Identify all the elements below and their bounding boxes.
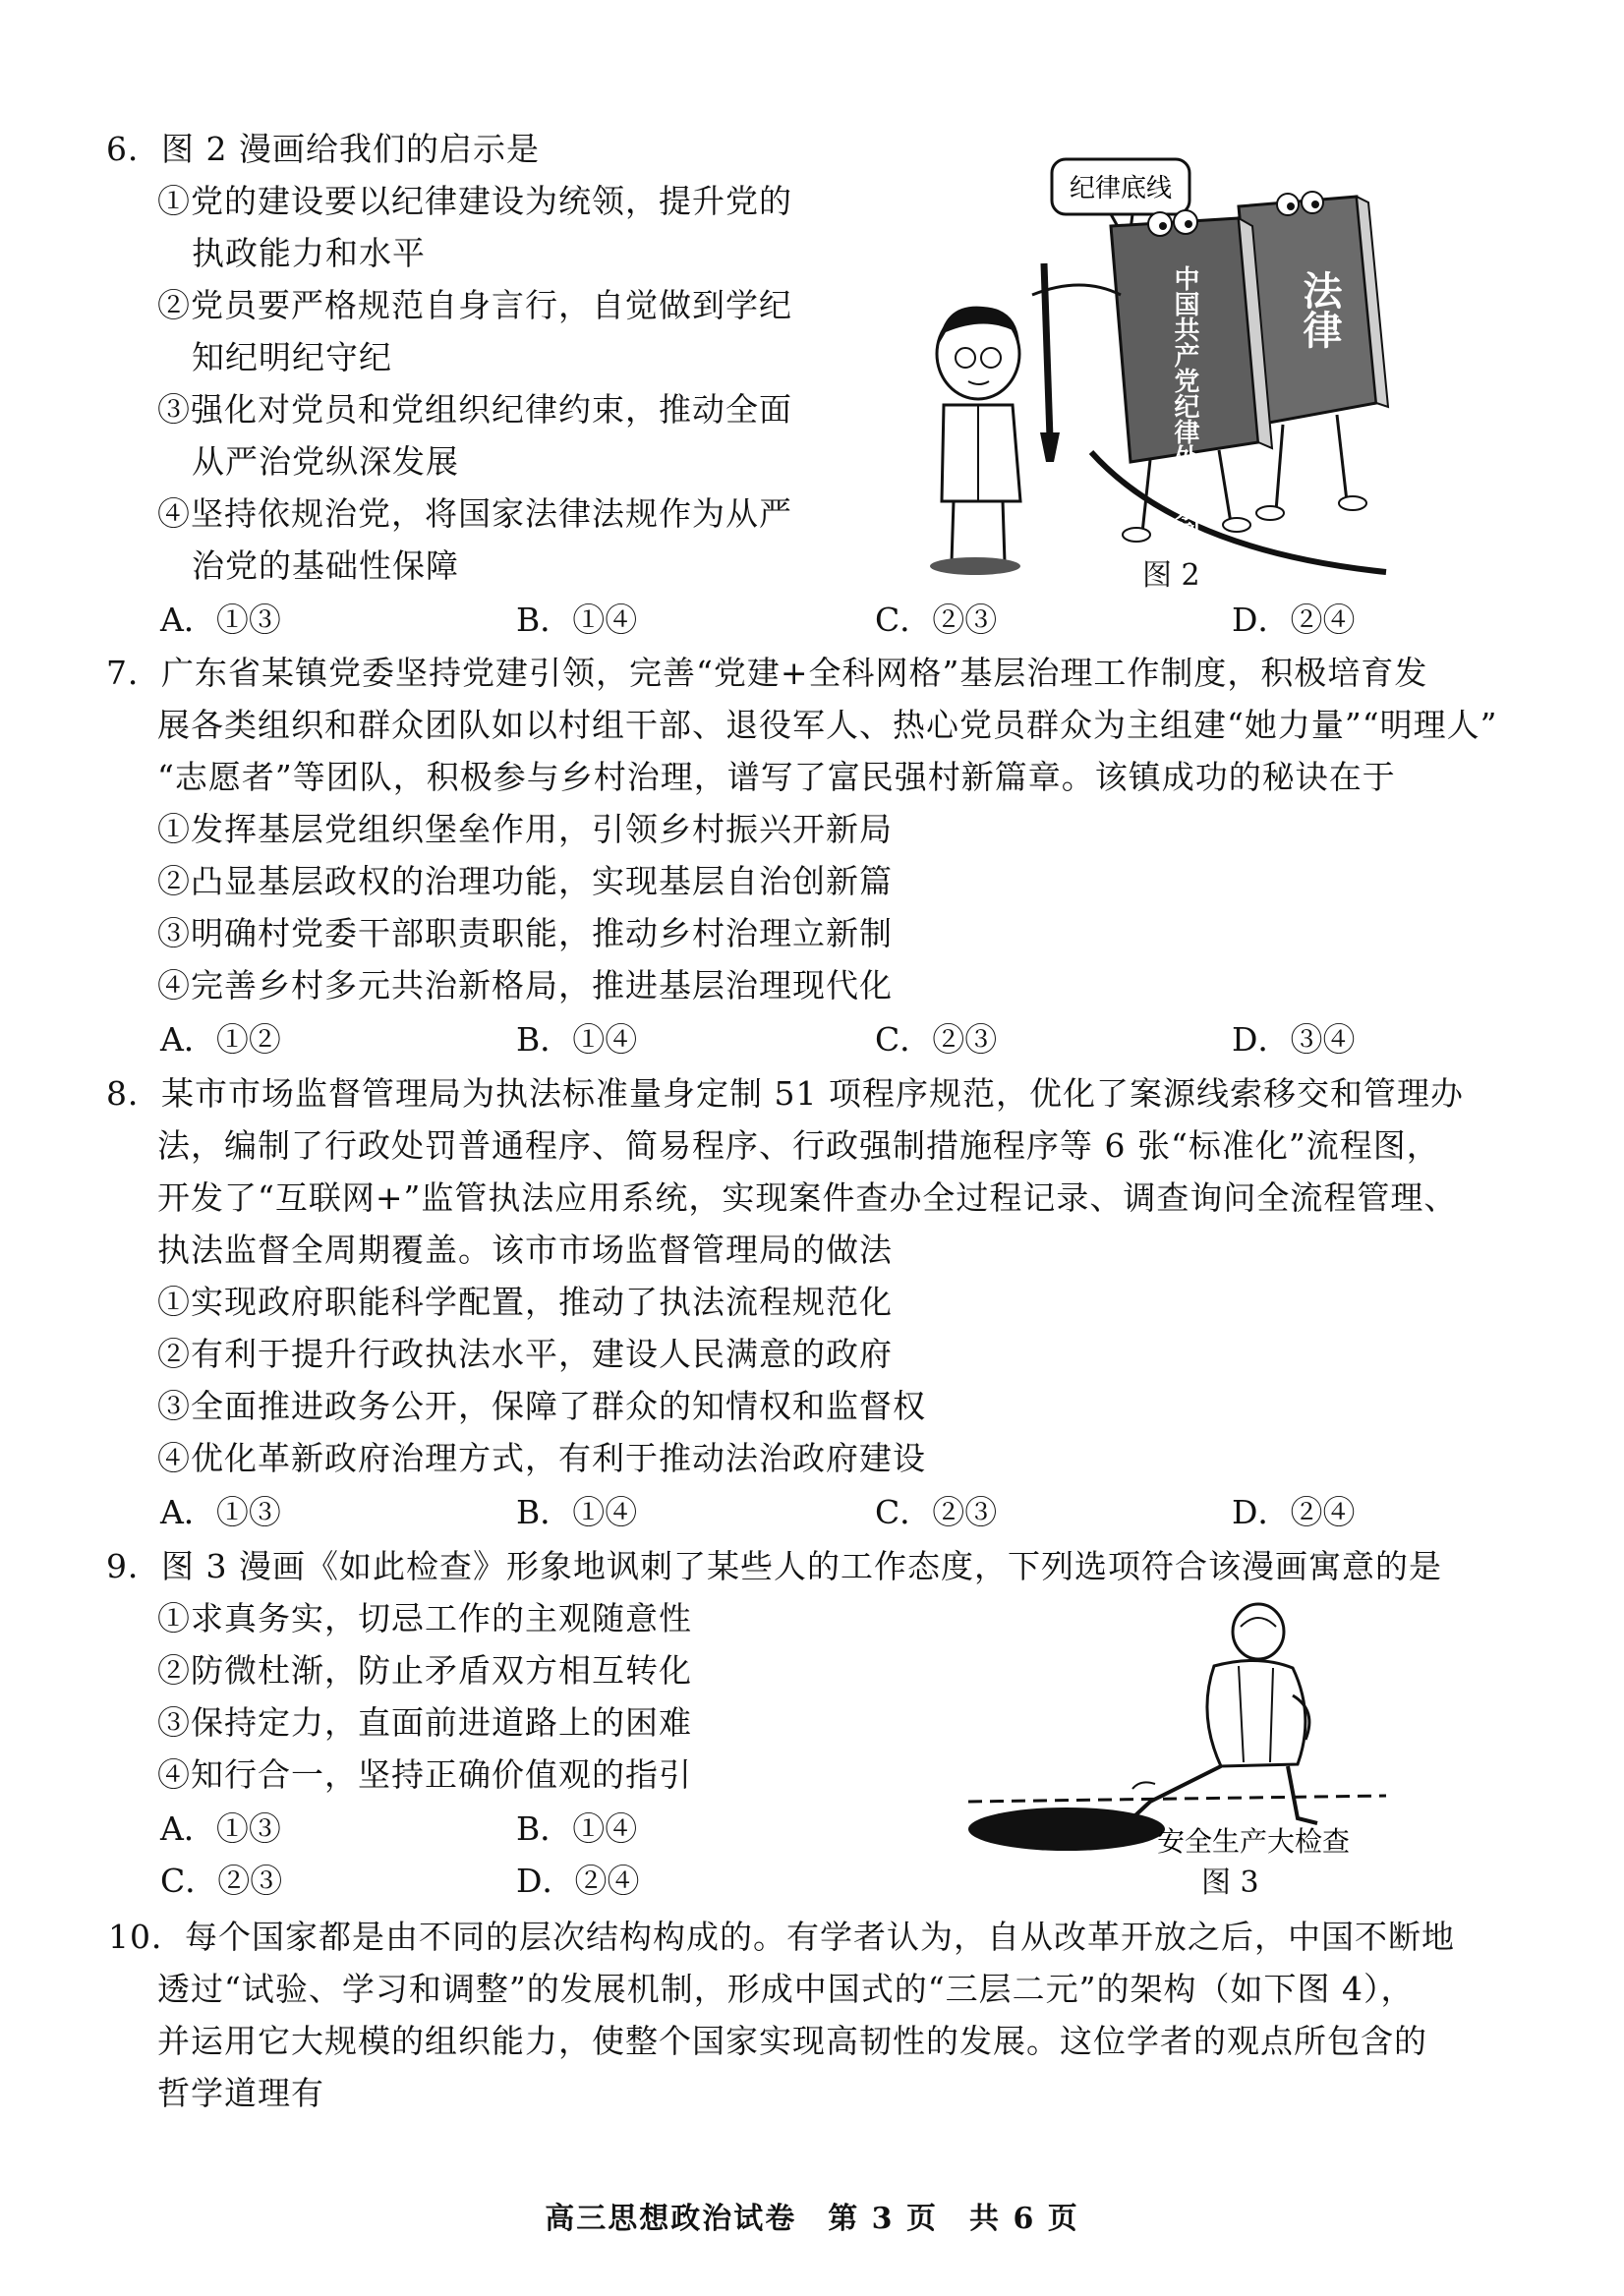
q8-item-4: ④优化革新政府治理方式，有利于推动法治政府建设 xyxy=(157,1439,926,1477)
q8-option-c: C．②③ xyxy=(875,1493,998,1531)
q6-item-4b: 治党的基础性保障 xyxy=(192,546,459,585)
q8-stem-2: 法，编制了行政处罚普通程序、简易程序、行政强制措施程序等 6 张“标准化”流程图， xyxy=(157,1126,1440,1165)
q7-item-4: ④完善乡村多元共治新格局，推进基层治理现代化 xyxy=(157,966,893,1004)
q7-stem-3: “志愿者”等团队，积极参与乡村治理，谱写了富民强村新篇章。该镇成功的秘诀在于 xyxy=(157,758,1396,796)
q7-option-d: D．③④ xyxy=(1232,1020,1356,1059)
q9-option-d: D．②④ xyxy=(516,1862,640,1900)
q7-option-a: A．①② xyxy=(160,1020,281,1059)
figure-3-caption: 图 3 xyxy=(1201,1866,1259,1900)
q10-stem-3: 并运用它大规模的组织能力，使整个国家实现高韧性的发展。这位学者的观点所包含的 xyxy=(157,2022,1427,2060)
discipline-book-title: 中国共产党纪律处分条例 xyxy=(1170,265,1199,546)
q6-item-1b: 执政能力和水平 xyxy=(192,234,426,272)
q6-option-a: A．①③ xyxy=(160,601,281,639)
figure-2-cartoon xyxy=(885,147,1396,580)
q10-stem-2: 透过“试验、学习和调整”的发展机制，形成中国式的“三层二元”的架构（如下图 4）， xyxy=(157,1970,1415,2008)
q6-option-b: B．①④ xyxy=(516,601,638,639)
q10-stem-4: 哲学道理有 xyxy=(157,2074,324,2112)
q9-item-4: ④知行合一，坚持正确价值观的指引 xyxy=(157,1755,692,1794)
q9-option-b: B．①④ xyxy=(516,1809,638,1848)
q9-item-2: ②防微杜渐，防止矛盾双方相互转化 xyxy=(157,1651,692,1690)
q7-option-c: C．②③ xyxy=(875,1020,998,1059)
q6-item-1a: ①党的建设要以纪律建设为统领，提升党的 xyxy=(157,182,792,220)
q8-option-d: D．②④ xyxy=(1232,1493,1356,1531)
q8-option-b: B．①④ xyxy=(516,1493,638,1531)
q8-stem-3: 开发了“互联网+”监管执法应用系统，实现案件查办全过程记录、调查询问全流程管理、 xyxy=(157,1178,1458,1217)
q6-item-3b: 从严治党纵深发展 xyxy=(192,442,459,481)
man-figure xyxy=(930,307,1020,575)
q8-stem-4: 执法监督全周期覆盖。该市市场监督管理局的做法 xyxy=(157,1231,893,1269)
inspector-figure xyxy=(1132,1604,1317,1823)
q6-option-d: D．②④ xyxy=(1232,601,1356,639)
q7-item-3: ③明确村党委干部职责职能，推动乡村治理立新制 xyxy=(157,914,893,952)
q10-stem-1: 10．每个国家都是由不同的层次结构构成的。有学者认为，自从改革开放之后，中国不断地 xyxy=(108,1918,1455,1956)
q6-item-3a: ③强化对党员和党组织纪律约束，推动全面 xyxy=(157,390,792,429)
q6-item-4a: ④坚持依规治党，将国家法律法规作为从严 xyxy=(157,494,792,533)
q7-item-1: ①发挥基层党组织堡垒作用，引领乡村振兴开新局 xyxy=(157,810,893,848)
figure-3-label: 安全生产大检查 xyxy=(1156,1825,1351,1858)
figure-2-caption: 图 2 xyxy=(1142,558,1200,593)
q6-item-2a: ②党员要严格规范自身言行，自觉做到学纪 xyxy=(157,286,792,324)
q6-stem: 6．图 2 漫画给我们的启示是 xyxy=(106,130,540,168)
q7-option-b: B．①④ xyxy=(516,1020,638,1059)
q8-option-a: A．①③ xyxy=(160,1493,281,1531)
q6-option-c: C．②③ xyxy=(875,601,998,639)
q7-stem-2: 展各类组织和群众团队如以村组干部、退役军人、热心党员群众为主组建“她力量”“明理人” xyxy=(157,706,1498,744)
figure-3-cartoon xyxy=(963,1587,1396,1872)
q9-item-1: ①求真务实，切忌工作的主观随意性 xyxy=(157,1599,692,1637)
bubble-text: 纪律底线 xyxy=(1069,174,1173,203)
q9-option-c: C．②③ xyxy=(160,1862,283,1900)
q9-item-3: ③保持定力，直面前进道路上的困难 xyxy=(157,1703,692,1742)
page-footer: 高三思想政治试卷 第 3 页 共 6 页 xyxy=(545,2202,1079,2236)
q7-item-2: ②凸显基层政权的治理功能，实现基层自治创新篇 xyxy=(157,862,893,900)
law-book-title: 法律 xyxy=(1297,270,1342,349)
q8-stem-1: 8．某市市场监督管理局为执法标准量身定制 51 项程序规范，优化了案源线索移交和管理办 xyxy=(106,1074,1464,1113)
q9-option-a: A．①③ xyxy=(160,1809,281,1848)
q6-item-2b: 知纪明纪守纪 xyxy=(192,338,392,376)
q8-item-2: ②有利于提升行政执法水平，建设人民满意的政府 xyxy=(157,1335,893,1373)
q9-stem: 9．图 3 漫画《如此检查》形象地讽刺了某些人的工作态度，下列选项符合该漫画寓意的是 xyxy=(106,1547,1442,1585)
q7-stem-1: 7．广东省某镇党委坚持党建引领，完善“党建+全科网格”基层治理工作制度，积极培育发 xyxy=(106,654,1428,692)
discipline-book xyxy=(1032,210,1272,546)
q8-item-3: ③全面推进政务公开，保障了群众的知情权和监督权 xyxy=(157,1387,926,1425)
q8-item-1: ①实现政府职能科学配置，推动了执法流程规范化 xyxy=(157,1283,893,1321)
